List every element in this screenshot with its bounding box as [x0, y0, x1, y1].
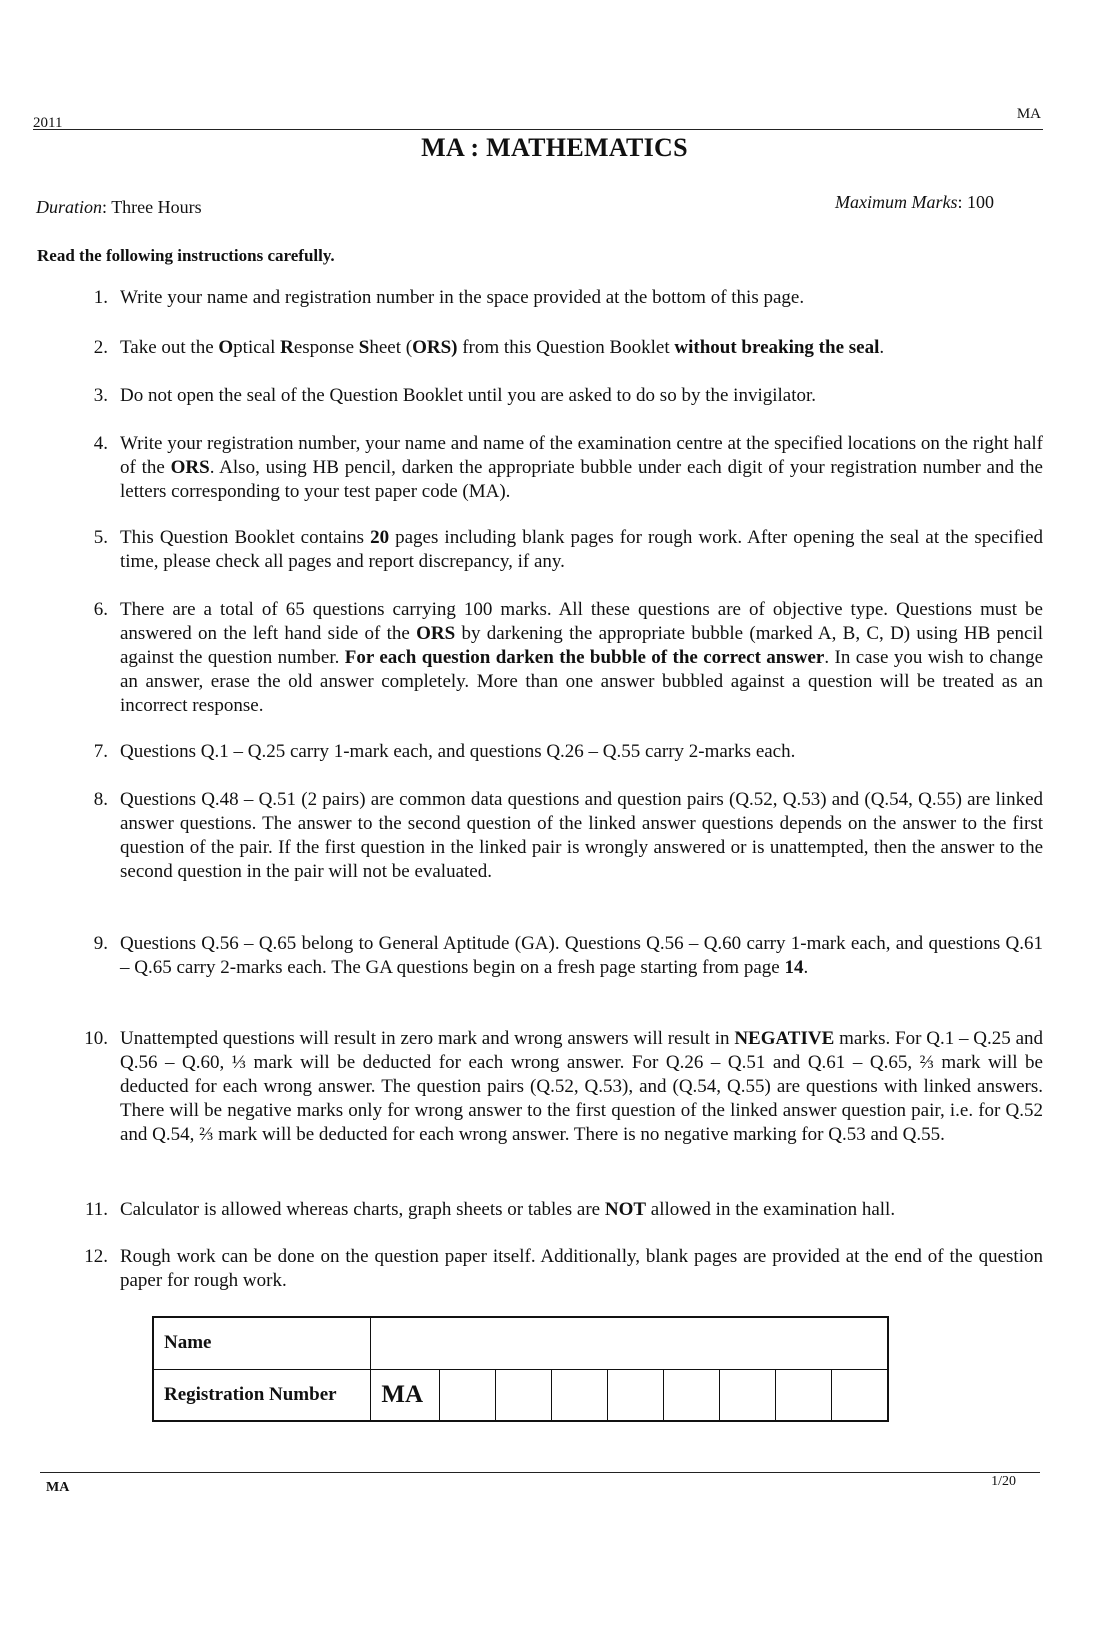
registration-digit-box[interactable]: [719, 1369, 775, 1421]
instruction-item: [68, 1027, 1043, 1147]
instruction-item: [68, 336, 1043, 360]
instruction-text: Questions Q.56 – Q.65 belong to General Aptitude (GA). Questions Q.56 – Q.60 carry 1-mark each, and questions Q.61 – Q.65 carry 2-marks each. The GA questions begin on a fresh page starting from page 14.: [120, 933, 1043, 978]
instruction-number: 4.: [93, 433, 108, 454]
maximum-marks-value: : 100: [957, 192, 994, 212]
instruction-number: 5.: [93, 527, 108, 548]
instruction-text: Calculator is allowed whereas charts, graph sheets or tables are NOT allowed in the examination hall.: [120, 1199, 896, 1220]
name-label: Name: [153, 1317, 371, 1369]
instruction-number: 9.: [93, 933, 108, 954]
registration-digit-box[interactable]: [775, 1369, 831, 1421]
page-number: 1/20: [991, 1474, 1016, 1489]
instruction-item: [68, 1245, 1043, 1293]
instruction-item: [68, 432, 1043, 504]
registration-prefix: MA: [371, 1369, 439, 1421]
instruction-item: [68, 1198, 1043, 1222]
instruction-item: [68, 788, 1043, 884]
header-rule: [33, 129, 1043, 130]
instruction-item: [68, 286, 1043, 310]
registration-digit-box[interactable]: [831, 1369, 888, 1421]
instruction-item: [68, 384, 1043, 408]
instruction-item: [68, 932, 1043, 980]
instruction-number: 12.: [84, 1246, 108, 1267]
instruction-text: Questions Q.1 – Q.25 carry 1-mark each, and questions Q.26 – Q.55 carry 2-marks each.: [120, 741, 796, 762]
footer-paper-code: MA: [46, 1480, 70, 1495]
registration-digit-box[interactable]: [551, 1369, 607, 1421]
maximum-marks-label: Maximum Marks: [835, 192, 958, 212]
maximum-marks: [835, 192, 994, 213]
name-field[interactable]: [371, 1317, 888, 1369]
instruction-item: [68, 598, 1043, 718]
instruction-text: Do not open the seal of the Question Booklet until you are asked to do so by the invigilator.: [120, 385, 817, 406]
instruction-number: 8.: [93, 789, 108, 810]
footer-rule: [40, 1472, 1040, 1473]
instruction-text: Take out the Optical Response Sheet (ORS) from this Question Booklet without breaking the seal.: [120, 337, 885, 358]
instruction-number: 3.: [93, 385, 108, 406]
instruction-item: [68, 526, 1043, 574]
instruction-text: Write your registration number, your name and name of the examination centre at the specified locations on the right half of the ORS. Also, using HB pencil, darken the appropriate bubble under each digit of your registration number and the letters corresponding to your test paper code (MA).: [120, 433, 1043, 502]
duration-label: Duration: [36, 197, 103, 217]
duration-value: : Three Hours: [102, 197, 202, 217]
page-title: MA : MATHEMATICS: [421, 133, 688, 162]
instruction-number: 2.: [93, 337, 108, 358]
instruction-text: Questions Q.48 – Q.51 (2 pairs) are common data questions and question pairs (Q.52, Q.53) and (Q.54, Q.55) are linked answer questions. The answer to the second question of the linked answer questions depends on the answer to the first question of the pair. If the first question in the linked pair is wrongly answered or is unattempted, then the answer to the second question in the pair will not be evaluated.: [120, 789, 1043, 882]
instructions-heading: Read the following instructions carefully.: [37, 246, 335, 265]
instruction-text: This Question Booklet contains 20 pages including blank pages for rough work. After opening the seal at the specified time, please check all pages and report discrepancy, if any.: [120, 527, 1043, 572]
header-year: 2011: [33, 115, 63, 131]
instruction-number: 7.: [93, 741, 108, 762]
registration-digit-box[interactable]: [439, 1369, 495, 1421]
registration-digit-box[interactable]: [495, 1369, 551, 1421]
registration-digit-box[interactable]: [607, 1369, 663, 1421]
instruction-number: 1.: [93, 287, 108, 308]
instruction-text: There are a total of 65 questions carrying 100 marks. All these questions are of objective type. Questions must be answered on the left hand side of the ORS by darkening the appropriate bubble (marked A, B, C, D) using HB pencil against the question number. For each question darken the bubble of the correct answer. In case you wish to change an answer, erase the old answer completely. More than one answer bubbled against a question will be treated as an incorrect response.: [120, 599, 1044, 716]
instruction-item: [68, 740, 1043, 764]
instruction-text: Rough work can be done on the question paper itself. Additionally, blank pages are provided at the end of the question paper for rough work.: [120, 1246, 1043, 1291]
instruction-text: Unattempted questions will result in zero mark and wrong answers will result in NEGATIVE marks. For Q.1 – Q.25 and Q.56 – Q.60, ⅓ mark will be deducted for each wrong answer. For Q.26 – Q.51 and Q.61 – Q.65, ⅔ mark will be deducted for each wrong answer. The question pairs (Q.52, Q.53), and (Q.54, Q.55) are questions with linked answers. There will be negative marks only for wrong answer to the first question of the linked answer question pair, i.e. for Q.52 and Q.54, ⅔ mark will be deducted for each wrong answer. There is no negative marking for Q.53 and Q.55.: [120, 1028, 1044, 1145]
instruction-number: 10.: [84, 1028, 108, 1049]
registration-digit-box[interactable]: [663, 1369, 719, 1421]
candidate-details-form: [152, 1316, 889, 1422]
instruction-number: 11.: [84, 1199, 108, 1220]
instruction-number: 6.: [93, 599, 108, 620]
instruction-text: Write your name and registration number in the space provided at the bottom of this page.: [120, 287, 805, 308]
duration: [36, 197, 202, 218]
registration-number-label: Registration Number: [153, 1369, 371, 1421]
header-paper-code: MA: [1016, 106, 1041, 122]
